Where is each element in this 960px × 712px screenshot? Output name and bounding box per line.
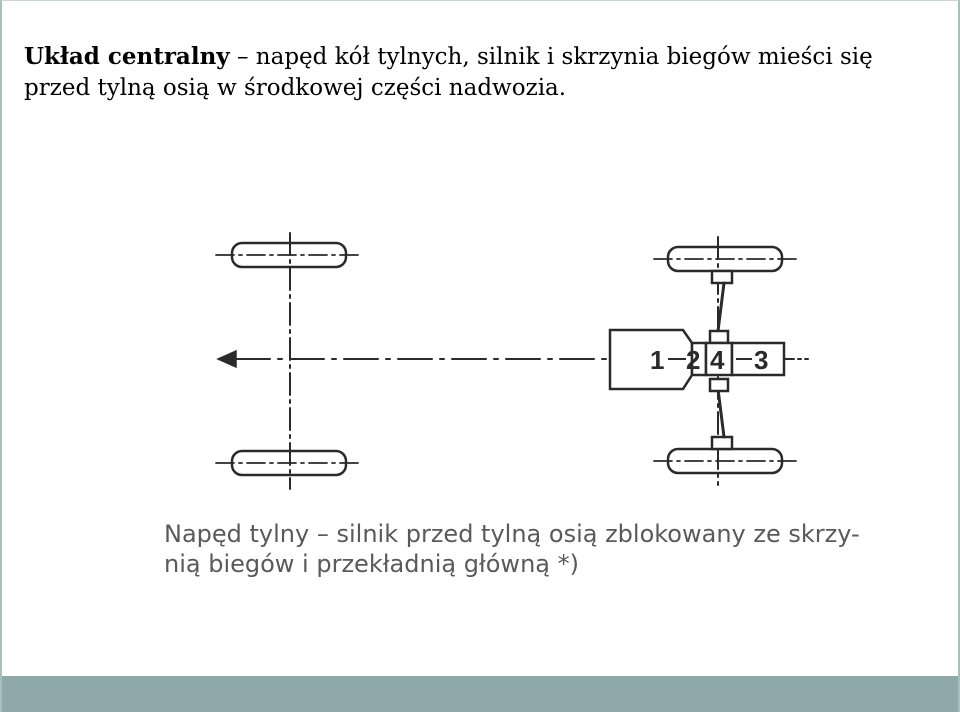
lower-inner-joint	[710, 379, 728, 391]
label-clutch: 2	[686, 345, 701, 375]
title-bold: Układ centralny	[24, 43, 230, 70]
caption-line-1: Napęd tylny – silnik przed tylną osią zblokowany ze skrzy-	[164, 520, 860, 548]
front-axle	[216, 233, 362, 489]
title-rest: – napęd kół tylnych, silnik i skrzynia biegów mieści się przed tylną osią w środkowej części nadwozia.	[24, 44, 873, 101]
drivetrain-diagram	[2, 1, 960, 712]
rear-left-hub	[712, 271, 732, 283]
caption-line-2: nią biegów i przekładnią główną *)	[164, 550, 579, 578]
upper-inner-joint	[710, 331, 728, 343]
footer-bar	[2, 676, 960, 712]
label-engine: 1	[650, 345, 665, 375]
centre-line-arrow	[218, 351, 610, 367]
label-gearbox: 3	[754, 345, 769, 375]
diagram-caption	[164, 519, 884, 579]
label-final-drive: 4	[710, 345, 725, 375]
rear-right-hub	[712, 437, 732, 449]
